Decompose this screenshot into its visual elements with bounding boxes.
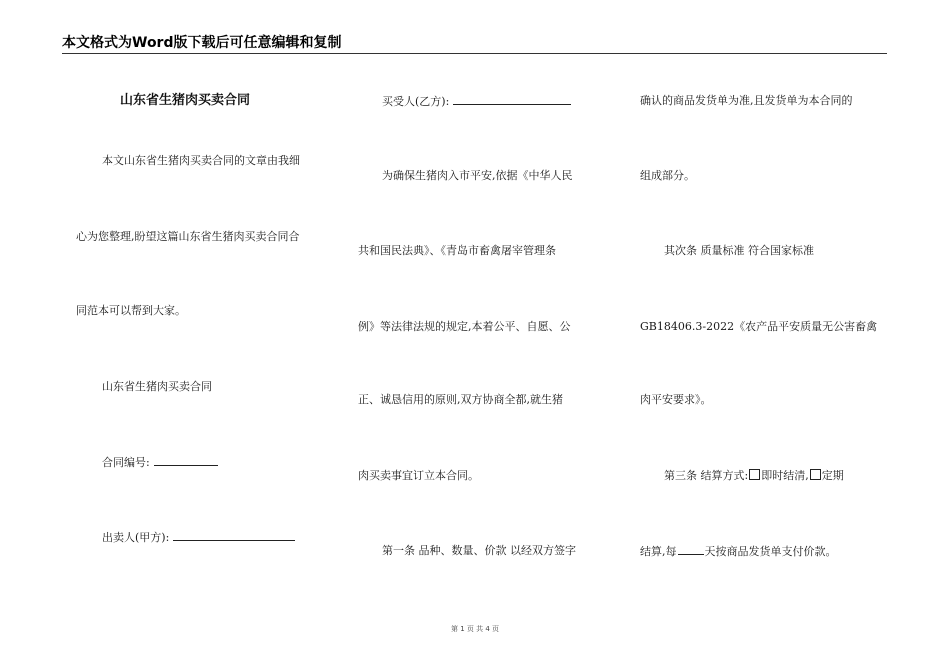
article-3-line-1 (664, 469, 844, 483)
contract-title: 山东省生猪肉买卖合同 (120, 93, 251, 108)
preamble-line-3: 例》等法律法规的规定,本着公平、自愿、公 (358, 320, 571, 333)
preamble-line-5: 肉买卖事宜订立本合同。 (358, 469, 479, 482)
article-3-label: 第三条 结算方式: (664, 469, 749, 482)
intro-line-3: 同范本可以帮到大家。 (76, 304, 186, 317)
document-header: 本文格式为Word版下载后可任意编辑和复制 (62, 35, 342, 51)
column-2 (358, 0, 608, 672)
article-2-line-3: 肉平安要求》。 (640, 393, 712, 406)
buyer-row (382, 94, 571, 109)
preamble-line-4: 正、诚恳信用的原则,双方协商全都,就生猪 (358, 393, 563, 406)
article-1-cont-line-1: 确认的商品发货单为准,且发货单为本合同的 (640, 94, 853, 107)
contract-number-row (102, 455, 218, 470)
buyer-label: 买受人(乙方): (382, 95, 450, 108)
settlement-prefix: 结算,每 (640, 545, 677, 558)
settlement-suffix: 天按商品发货单支付价款。 (704, 545, 837, 558)
contract-subtitle: 山东省生猪肉买卖合同 (102, 380, 212, 393)
article-2-line-1: 其次条 质量标准 符合国家标准 (664, 244, 814, 257)
contract-number-blank[interactable] (154, 455, 218, 466)
article-2-line-2: GB18406.3-2022《农产品平安质量无公害畜禽 (640, 320, 878, 333)
seller-row (102, 530, 295, 545)
seller-label: 出卖人(甲方): (102, 531, 170, 544)
periodic-settlement-checkbox[interactable] (810, 469, 821, 480)
settlement-days-blank[interactable] (678, 544, 704, 555)
article-1-cont-line-2: 组成部分。 (640, 169, 695, 182)
buyer-blank[interactable] (453, 94, 571, 105)
article-3-line-2 (640, 544, 837, 559)
column-3 (640, 0, 890, 672)
preamble-line-1: 为确保生猪肉入市平安,依据《中华人民 (382, 169, 573, 182)
preamble-line-2: 共和国民法典》、《青岛市畜禽屠宰管理条 (358, 244, 556, 257)
intro-line-1: 本文山东省生猪肉买卖合同的文章由我细 (102, 154, 300, 167)
immediate-settlement-label: 即时结清, (761, 469, 809, 482)
intro-line-2: 心为您整理,盼望这篇山东省生猪肉买卖合同合 (76, 230, 300, 243)
column-1 (62, 0, 312, 672)
seller-blank[interactable] (173, 530, 295, 541)
immediate-settlement-checkbox[interactable] (749, 469, 760, 480)
article-1-line: 第一条 品种、数量、价款 以经双方签字 (382, 544, 576, 557)
periodic-settlement-label: 定期 (821, 469, 844, 482)
page-number: 第 1 页 共 4 页 (450, 625, 500, 633)
contract-number-label: 合同编号: (102, 456, 150, 469)
